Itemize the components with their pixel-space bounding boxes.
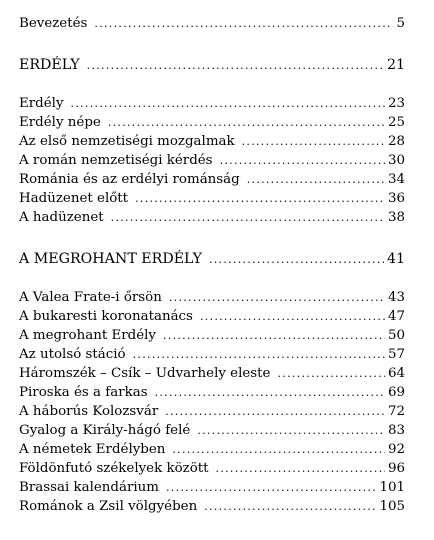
toc-entry-title: Románia és az erdélyi románság	[19, 172, 240, 187]
toc-entry-foldonfuto-szekelyek[interactable]	[19, 460, 405, 478]
dot-leader	[216, 460, 385, 478]
toc-section-megrohant-erdely[interactable]	[19, 250, 405, 268]
dot-leader	[172, 441, 385, 459]
toc-entry-page: 57	[387, 347, 405, 362]
toc-entry-haduzenet-elott[interactable]	[19, 190, 405, 208]
toc-entry-erdely-nepe[interactable]	[19, 114, 405, 132]
dot-leader	[155, 384, 385, 402]
dot-leader	[133, 346, 385, 364]
toc-entry-page: 92	[387, 442, 405, 457]
toc-entry-romanok-zsil[interactable]	[19, 498, 405, 516]
toc-entry-roman-nemzetisegi[interactable]	[19, 152, 405, 170]
dot-leader	[166, 479, 376, 497]
toc-entry-page: 38	[387, 210, 405, 225]
toc-entry-haborus-kolozsvar[interactable]	[19, 403, 405, 421]
toc-entry-piroska-farkas[interactable]	[19, 384, 405, 402]
toc-entry-page: 83	[387, 423, 405, 438]
dot-leader	[197, 422, 385, 440]
dot-leader	[135, 190, 385, 208]
toc-entry-page: 25	[387, 115, 405, 130]
toc-entry-valea-frate[interactable]	[19, 289, 405, 307]
toc-entry-title: Erdély	[19, 96, 64, 111]
toc-entry-title: A megrohant Erdély	[19, 328, 156, 343]
dot-leader	[71, 95, 385, 113]
toc-entry-elso-nemzetisegi[interactable]	[19, 133, 405, 151]
dot-leader	[169, 289, 385, 307]
toc-entry-page: 64	[387, 366, 405, 381]
toc-section-erdely[interactable]	[19, 56, 405, 74]
toc-entry-haduzenet[interactable]	[19, 209, 405, 227]
toc-entry-page: 50	[387, 328, 405, 343]
dot-leader	[108, 114, 385, 132]
toc-entry-title: Hadüzenet előtt	[19, 191, 129, 206]
toc-entry-nemetek-erdelyben[interactable]	[19, 441, 405, 459]
toc-section-title: A MEGROHANT ERDÉLY	[19, 251, 202, 267]
toc-entry-title: A németek Erdélyben	[19, 442, 166, 457]
toc-entry-title: Brassai kalendárium	[19, 480, 159, 495]
toc-entry-page: 47	[387, 309, 405, 324]
toc-entry-title: A háborús Kolozsvár	[19, 404, 159, 419]
toc-entry-page: 28	[387, 134, 405, 149]
toc-entry-megrohant-erdely-chapter[interactable]	[19, 327, 405, 345]
dot-leader	[165, 403, 385, 421]
toc-entry-page: 23	[387, 96, 405, 111]
toc-entry-title: Románok a Zsil völgyében	[19, 499, 198, 514]
dot-leader	[111, 209, 385, 227]
toc-entry-romania-romansag[interactable]	[19, 171, 405, 189]
toc-entry-page: 105	[379, 499, 405, 514]
toc-entry-title: Bevezetés	[19, 16, 88, 31]
toc-entry-title: A bukaresti koronatanács	[19, 309, 193, 324]
toc-section-page: 41	[386, 251, 405, 267]
toc-entry-title: A hadüzenet	[19, 210, 104, 225]
toc-entry-page: 96	[387, 461, 405, 476]
toc-entry-title: A Valea Frate-i őrsön	[19, 290, 162, 305]
toc-section-title: ERDÉLY	[19, 57, 80, 73]
dot-leader	[278, 365, 385, 383]
toc-entry-brassai-kalendarium[interactable]	[19, 479, 405, 497]
toc-entry-title: Az első nemzetiségi mozgalmak	[19, 134, 235, 149]
toc-entry-title: Földönfutó székelyek között	[19, 461, 209, 476]
dot-leader	[204, 498, 376, 516]
toc-entry-utolso-stacio[interactable]	[19, 346, 405, 364]
dot-leader	[242, 133, 385, 151]
toc-entry-page: 30	[387, 153, 405, 168]
dot-leader	[247, 171, 385, 189]
toc-entry-title: A román nemzetiségi kérdés	[19, 153, 213, 168]
toc-entry-page: 5	[396, 16, 405, 31]
toc-entry-bukaresti-koronatanacs[interactable]	[19, 308, 405, 326]
toc-entry-page: 36	[387, 191, 405, 206]
dot-leader	[220, 152, 385, 170]
toc-entry-title: Gyalog a Király-hágó felé	[19, 423, 191, 438]
dot-leader	[94, 15, 393, 33]
toc-entry-title: Háromszék – Csík – Udvarhely eleste	[19, 366, 271, 381]
dot-leader	[209, 251, 384, 269]
toc-entry-page: 69	[387, 385, 405, 400]
dot-leader	[163, 327, 385, 345]
toc-entry-page: 101	[379, 480, 405, 495]
toc-entry-kiraly-hago[interactable]	[19, 422, 405, 440]
toc-entry-page: 72	[387, 404, 405, 419]
toc-entry-title: Erdély népe	[19, 115, 101, 130]
toc-entry-bevezetes[interactable]	[19, 15, 405, 33]
toc-section-page: 21	[386, 57, 405, 73]
toc-entry-erdely-chapter[interactable]	[19, 95, 405, 113]
toc-entry-page: 34	[387, 172, 405, 187]
toc-entry-title: Az utolsó stáció	[19, 347, 126, 362]
toc-entry-haromszek-csik-udvarhely[interactable]	[19, 365, 405, 383]
dot-leader	[87, 57, 384, 75]
toc-entry-title: Piroska és a farkas	[19, 385, 148, 400]
dot-leader	[200, 308, 385, 326]
toc-entry-page: 43	[387, 290, 405, 305]
